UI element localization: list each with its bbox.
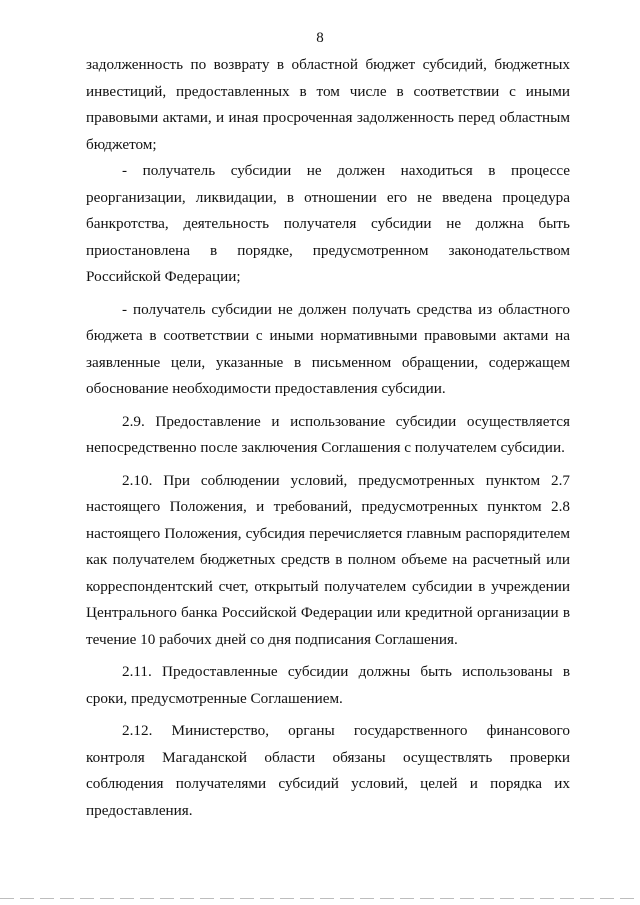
page-number: 8 bbox=[316, 30, 324, 46]
paragraph-2-12: 2.12. Министерство, органы государственного финансового контроля Магаданской области обязаны осуществлять проверки соблюдения получателями субсидий условий, целей и порядка их предоставления. bbox=[86, 722, 570, 819]
paragraph-no-other-funds-condition: - получатель субсидии не должен получать средства из областного бюджета в соответствии с иными нормативными правовыми актами на заявленные цели, указанные в письменном обращении, содержащем обоснование необходимости предоставления субсидии. bbox=[86, 300, 570, 397]
paragraph-reorganization-condition: - получатель субсидии не должен находиться в процессе реорганизации, ликвидации, в отношении его не введена процедура банкротства, деятельность получателя субсидии не должна быть приостановлена в порядке, предусмотренном законодательством Российской Федерации; bbox=[86, 162, 570, 285]
paragraph-debt-continuation: задолженность по возврату в областной бюджет субсидий, бюджетных инвестиций, предоставленных в том числе в соответствии с иными правовыми актами, и иная просроченная задолженность перед областным бюджетом; bbox=[86, 56, 570, 153]
paragraph-2-11: 2.11. Предоставленные субсидии должны быть использованы в сроки, предусмотренные Соглашением. bbox=[86, 663, 570, 707]
paragraph-2-9: 2.9. Предоставление и использование субсидии осуществляется непосредственно после заключения Соглашения с получателем субсидии. bbox=[86, 412, 570, 456]
paragraph-2-10: 2.10. При соблюдении условий, предусмотренных пунктом 2.7 настоящего Положения, и требований, предусмотренных пунктом 2.8 настоящего Положения, субсидия перечисляется главным распорядителем как получателем бюджетных средств в полном объеме на расчетный или корреспондентский счет, открытый получателем субсидии в учреждении Центрального банка Российской Федерации или кредитной организации в течение 10 рабочих дней со дня подписания Соглашения. bbox=[86, 471, 570, 648]
document-body bbox=[86, 52, 570, 824]
scan-edge-line bbox=[0, 898, 640, 899]
